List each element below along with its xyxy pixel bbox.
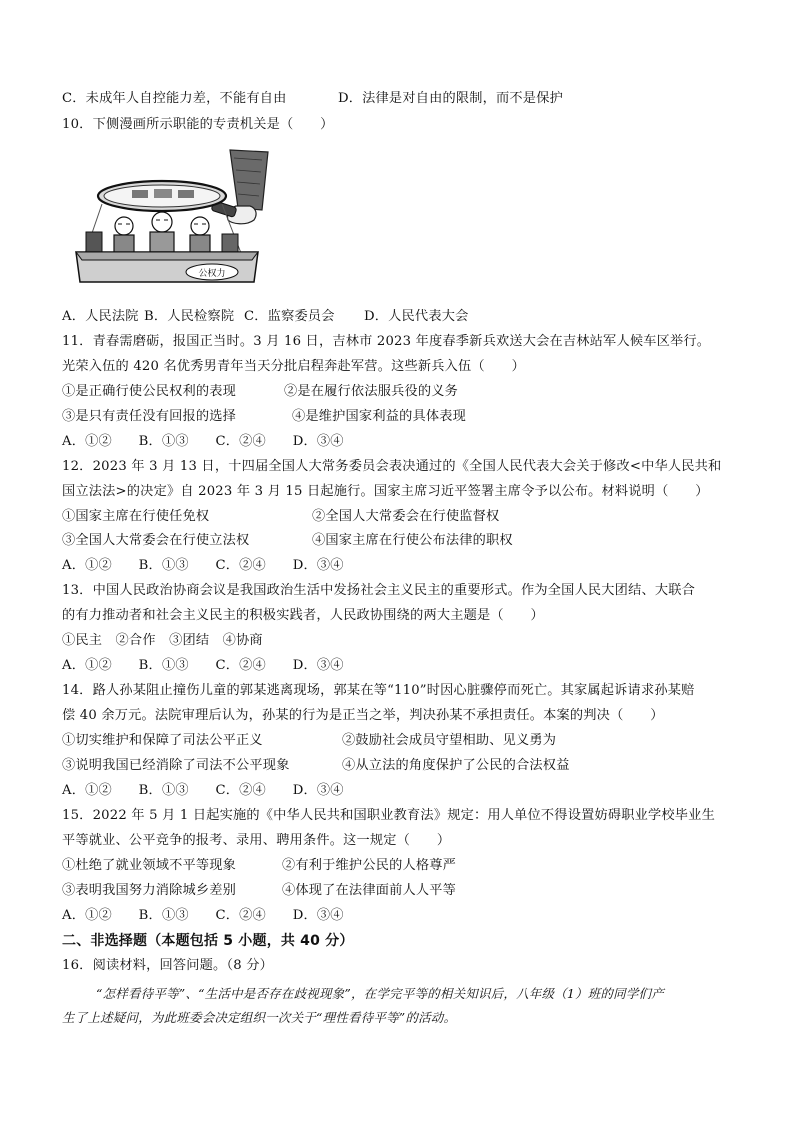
q15-stem-line1: 15．2022 年 5 月 1 日起实施的《中华人民共和国职业教育法》规定：用人单位不得设置妨碍职业学校毕业生 <box>62 808 715 823</box>
q10-option-b: B．人民检察院 <box>144 309 235 324</box>
q10-stem: 10．下侧漫画所示职能的专责机关是（ ） <box>62 117 334 132</box>
q15-statement-1: ①杜绝了就业领域不平等现象 <box>62 858 237 873</box>
q12-answers: A．①② B．①③ C．②④ D．③④ <box>62 558 344 573</box>
q15-statements-34 <box>62 882 742 900</box>
q14-statements-12 <box>62 732 742 750</box>
q16-material-line1: “怎样看待平等”、“生活中是否存在歧视现象”，在学完平等的相关知识后，八年级（1）班的同学们产 <box>96 986 664 1001</box>
q10-option-a: A．人民法院 <box>62 309 139 324</box>
q11-statement-4: ④是维护国家利益的具体表现 <box>292 409 467 424</box>
q15-statement-4: ④体现了在法律面前人人平等 <box>282 883 457 898</box>
q12-stem-line2: 国立法法>的决定》自 2023 年 3 月 15 日起施行。国家主席习近平签署主席令予以公布。材料说明（ ） <box>62 484 709 499</box>
q14-statements-34 <box>62 757 742 775</box>
q12-statements-12 <box>62 508 742 526</box>
q15-stem-line2: 平等就业、公平竞争的报考、录用、聘用条件。这一规定（ ） <box>62 833 451 848</box>
supervision-cartoon-image <box>62 148 272 288</box>
q13-stem-line2: 的有力推动者和社会主义民主的积极实践者，人民政协围绕的两大主题是（ ） <box>62 608 544 623</box>
q14-stem-line2: 偿 40 余万元。法院审理后认为，孙某的行为是正当之举，判决孙某不承担责任。本案的判决（ ） <box>62 708 664 723</box>
q10-options <box>62 308 742 326</box>
q12-statement-2: ②全国人大常委会在行使监督权 <box>312 509 500 524</box>
q9-option-d: D．法律是对自由的限制，而不是保护 <box>338 91 563 106</box>
q14-stem-line1: 14．路人孙某阻止撞伤儿童的郭某逃离现场，郭某在等“110”时因心脏骤停而死亡。其家属起诉请求孙某赔 <box>62 683 695 698</box>
q12-statement-1: ①国家主席在行使任免权 <box>62 509 210 524</box>
q12-statements-34 <box>62 532 742 550</box>
q9-options-cd <box>62 90 742 108</box>
q14-answers: A．①② B．①③ C．②④ D．③④ <box>62 783 344 798</box>
q11-statement-1: ①是正确行使公民权利的表现 <box>62 384 237 399</box>
q12-statement-4: ④国家主席在行使公布法律的职权 <box>312 533 513 548</box>
q16-material-line2: 生了上述疑问，为此班委会决定组织一次关于“理性看待平等”的活动。 <box>62 1010 457 1025</box>
q11-stem-line1: 11．青春需磨砺，报国正当时。3 月 16 日，吉林市 2023 年度春季新兵欢送大会在吉林站军人候车区举行。 <box>62 334 711 349</box>
q12-statement-3: ③全国人大常委会在行使立法权 <box>62 533 250 548</box>
q15-statement-2: ②有利于维护公民的人格尊严 <box>282 858 457 873</box>
q15-statements-12 <box>62 857 742 875</box>
q11-statement-3: ③是只有责任没有回报的选择 <box>62 409 237 424</box>
q15-statement-3: ③表明我国努力消除城乡差别 <box>62 883 237 898</box>
cartoon-caption: 公权力 <box>198 269 226 279</box>
q15-answers: A．①② B．①③ C．②④ D．③④ <box>62 908 344 923</box>
q14-statement-3: ③说明我国已经消除了司法不公平现象 <box>62 758 290 773</box>
q11-statements-12 <box>62 383 742 401</box>
q14-statement-1: ①切实维护和保障了司法公平正义 <box>62 733 263 748</box>
section-2-heading: 二、非选择题（本题包括 5 小题，共 40 分） <box>62 933 354 949</box>
q13-stem-line1: 13．中国人民政治协商会议是我国政治生活中发扬社会主义民主的重要形式。作为全国人民大团结、大联合 <box>62 583 696 598</box>
q10-option-d: D．人民代表大会 <box>364 309 469 324</box>
q13-items: ①民主 ②合作 ③团结 ④协商 <box>62 633 263 648</box>
q16-stem: 16．阅读材料，回答问题。（8 分） <box>62 958 273 973</box>
q12-stem-line1: 12．2023 年 3 月 13 日，十四届全国人大常务委员会表决通过的《全国人民代表大会关于修改<中华人民共和 <box>62 459 722 474</box>
q11-stem-line2: 光荣入伍的 420 名优秀男青年当天分批启程奔赴军营。这些新兵入伍（ ） <box>62 359 525 374</box>
q14-statement-4: ④从立法的角度保护了公民的合法权益 <box>342 758 570 773</box>
q14-statement-2: ②鼓励社会成员守望相助、见义勇为 <box>342 733 557 748</box>
q11-statement-2: ②是在履行依法服兵役的义务 <box>284 384 459 399</box>
q11-answers: A．①② B．①③ C．②④ D．③④ <box>62 434 344 449</box>
q13-answers: A．①② B．①③ C．②④ D．③④ <box>62 658 344 673</box>
q9-option-c: C．未成年人自控能力差，不能有自由 <box>62 91 287 106</box>
q10-option-c: C．监察委员会 <box>244 309 335 324</box>
q11-statements-34 <box>62 408 742 426</box>
